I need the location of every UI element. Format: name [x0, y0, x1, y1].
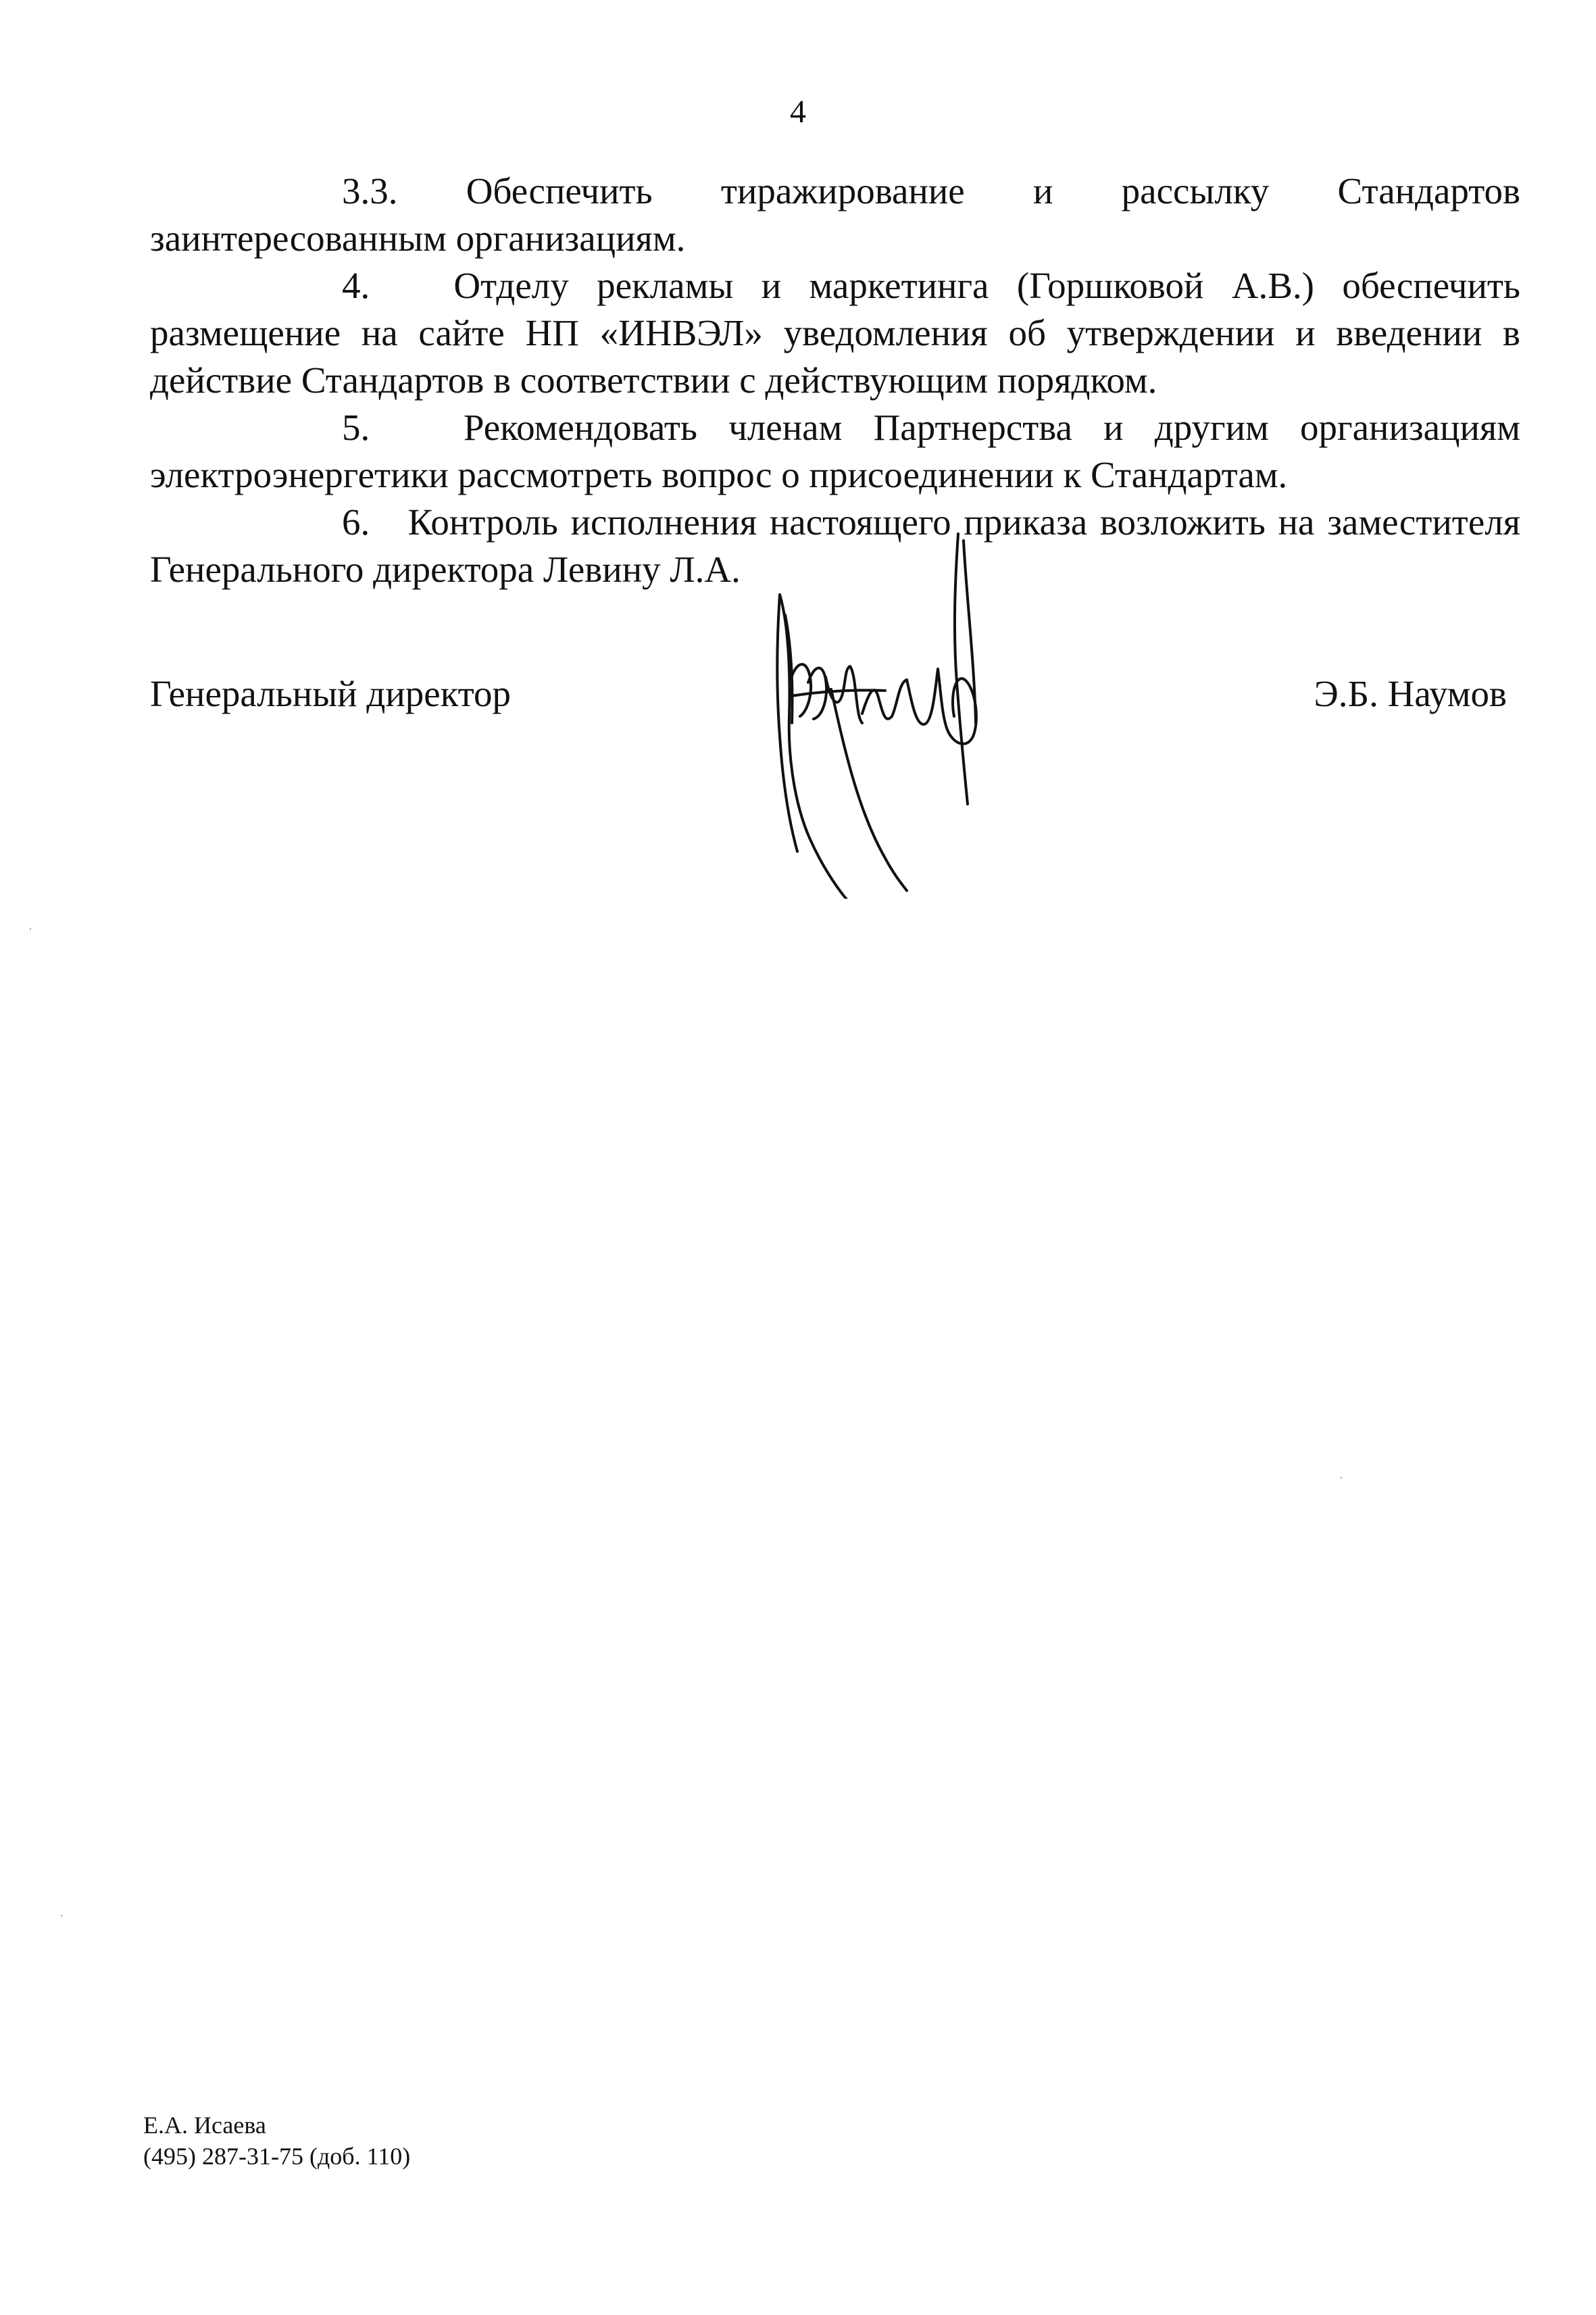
executor-phone: (495) 287-31-75 (доб. 110) [143, 2143, 411, 2170]
paragraph-text: Обеспечить тиражирование и рассылку Стандартов заинтересованным организациям. [150, 170, 1520, 259]
paragraph-text: Отделу рекламы и маркетинга (Горшковой А.В.) обеспечить размещение на сайте НП «ИНВЭЛ» уведомления об утверждении и введении в действие Стандартов в соответствии с действующим порядком. [150, 265, 1520, 401]
paragraph-number: 5. [342, 407, 370, 448]
paragraph-text: Рекомендовать членам Партнерства и другим организациям электроэнергетики рассмотреть вопрос о присоединении к Стандартам. [150, 407, 1520, 495]
paragraph-number: 4. [342, 265, 370, 306]
paragraph-4 [150, 262, 1520, 404]
paragraph-number: 3.3. [342, 170, 398, 211]
handwritten-signature [750, 520, 1034, 899]
page-number: 4 [790, 94, 806, 130]
scan-speck [1341, 1477, 1342, 1478]
scan-speck [30, 928, 31, 930]
paragraph-number: 6. [342, 501, 370, 543]
paragraph-text: Контроль исполнения настоящего приказа возложить на заместителя Генерального директора Левину Л.А. [150, 501, 1520, 590]
signatory-name: Э.Б. Наумов [1314, 673, 1507, 714]
paragraph-3-3 [150, 168, 1520, 262]
paragraph-5 [150, 404, 1520, 499]
scan-speck [61, 1915, 62, 1916]
signatory-title: Генеральный директор [150, 673, 511, 714]
executor-block [143, 2110, 410, 2172]
executor-name: Е.А. Исаева [143, 2112, 266, 2139]
